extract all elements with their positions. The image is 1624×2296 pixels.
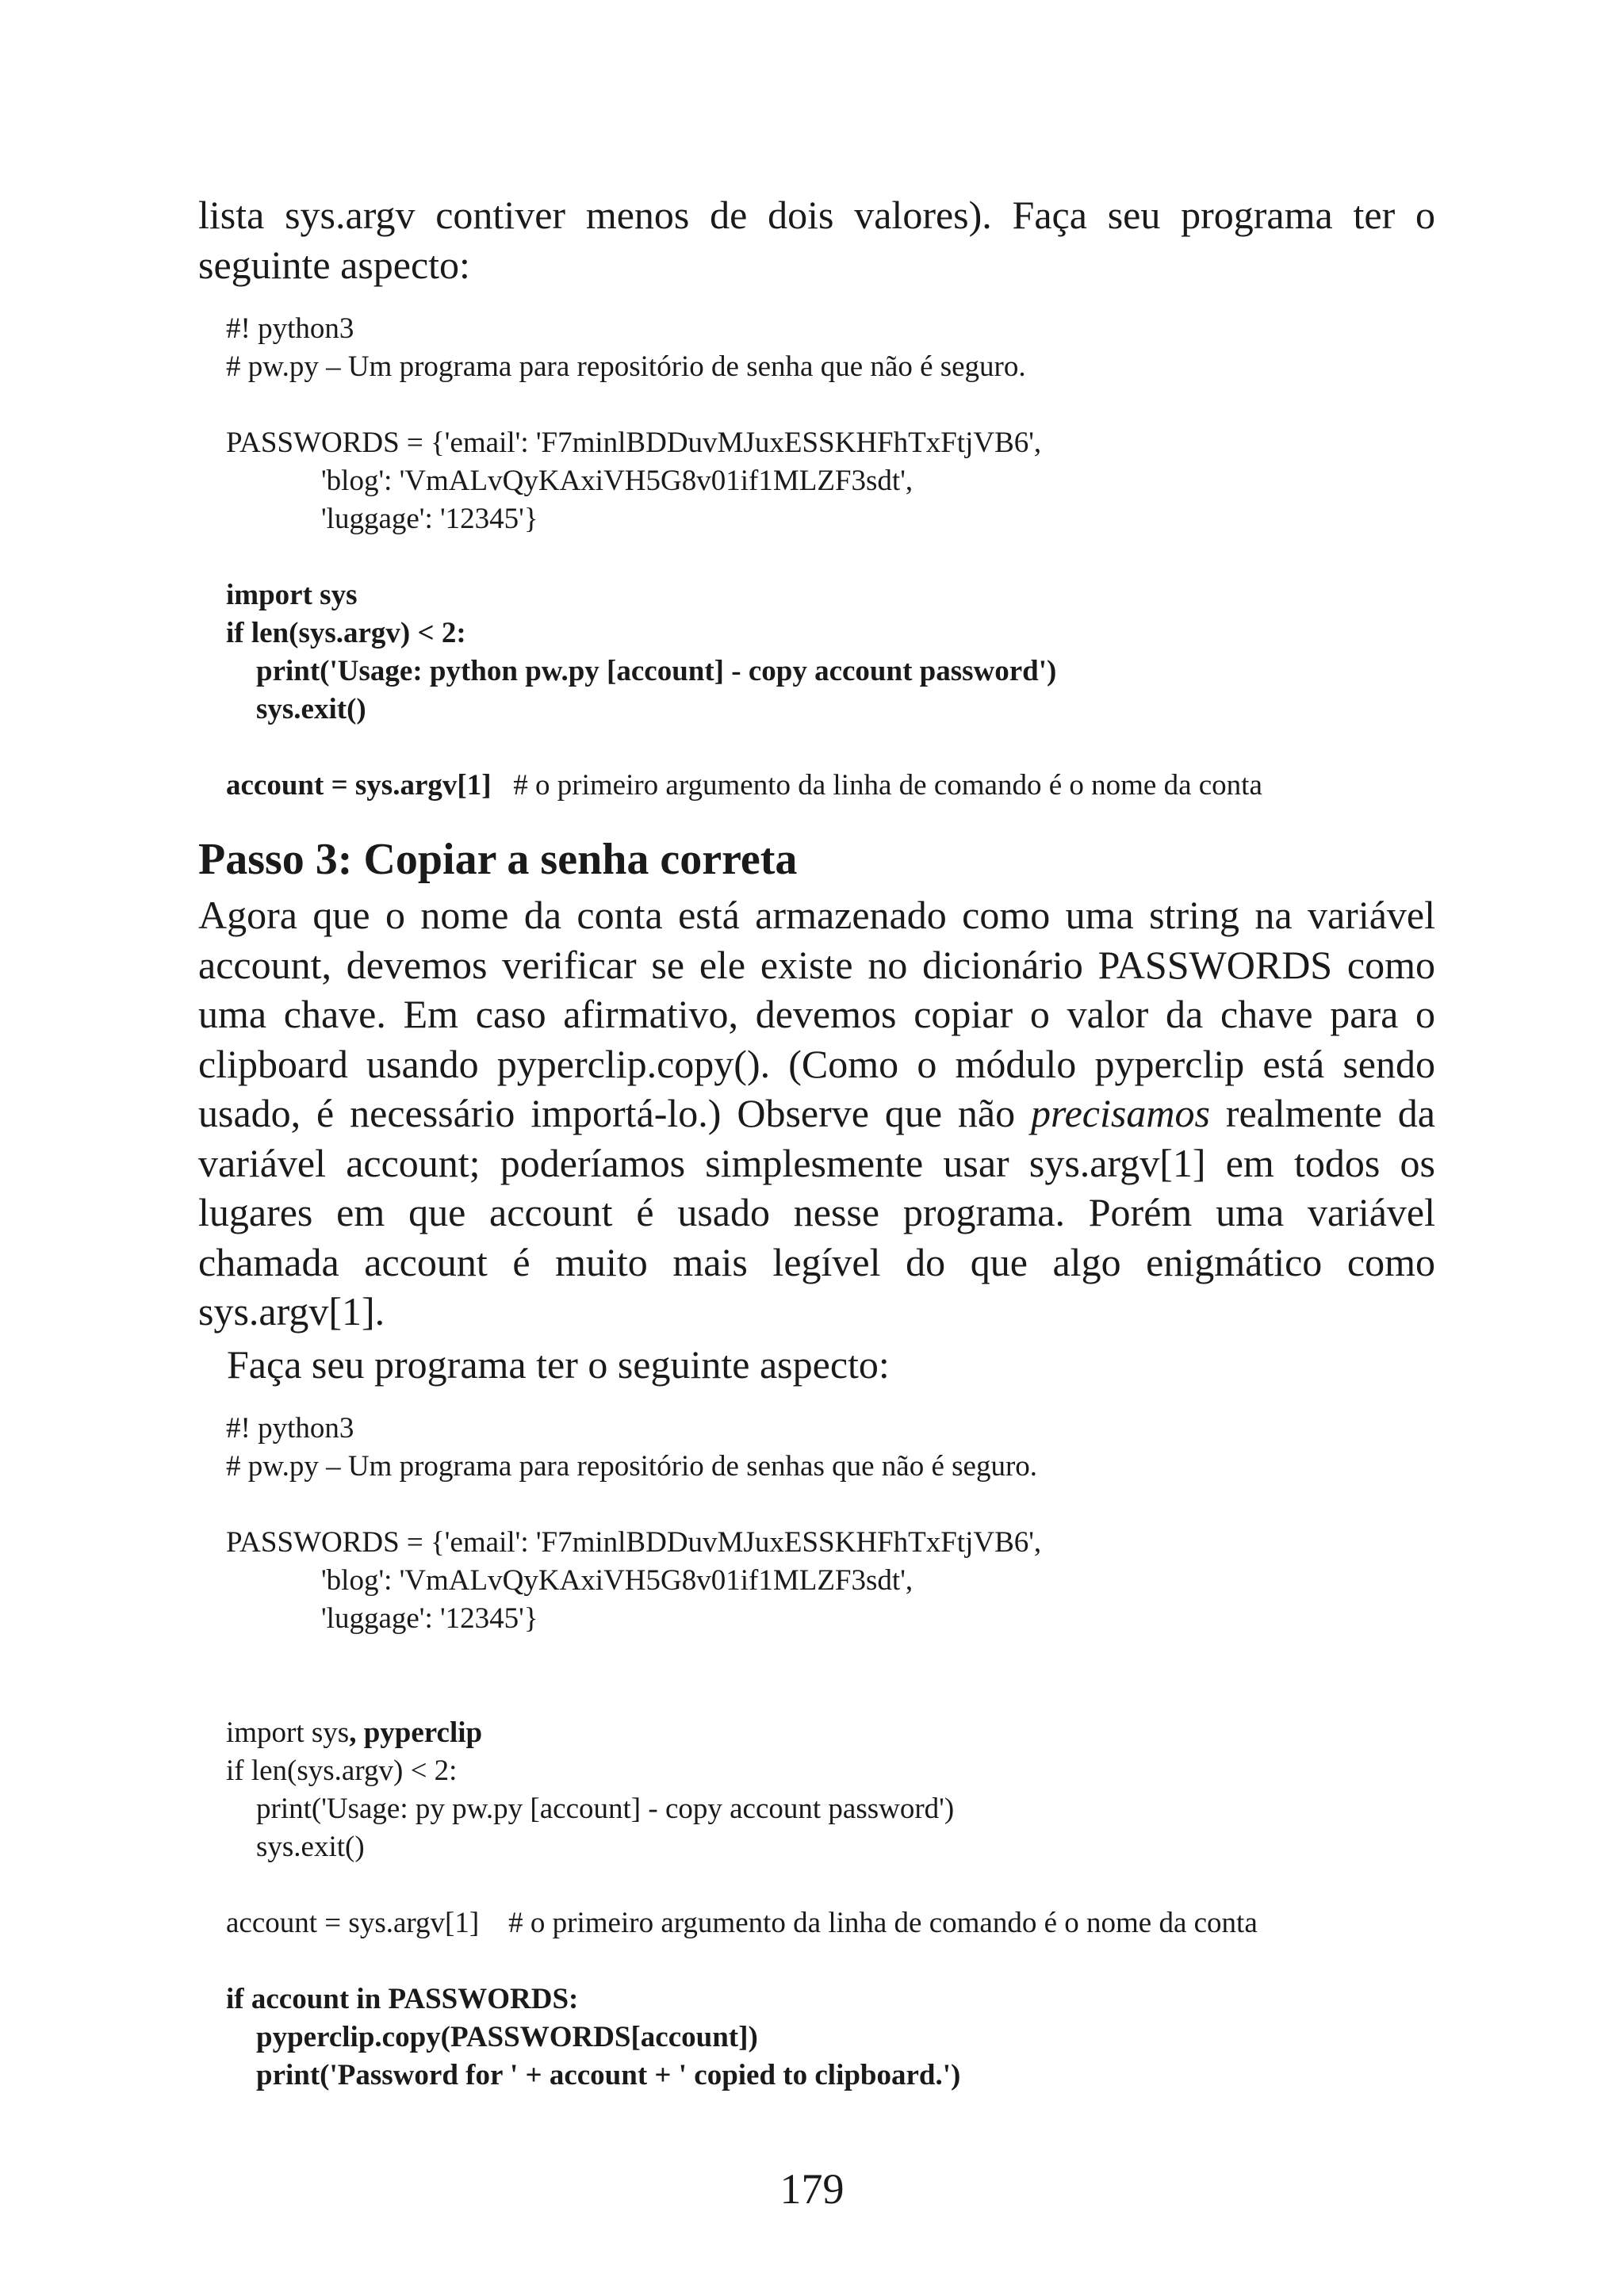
code-line <box>226 691 1435 729</box>
code-line: 'blog': 'VmALvQyKAxiVH5G8v01if1MLZF3sdt', <box>321 465 914 497</box>
page-content <box>198 190 1435 2095</box>
code-line <box>226 614 1435 652</box>
blank-line <box>226 538 1435 576</box>
code-line: 'blog': 'VmALvQyKAxiVH5G8v01if1MLZF3sdt', <box>321 1563 914 1597</box>
code-line: account = sys.argv[1] # o primeiro argumento da linha de comando é o nome da conta <box>226 1906 1258 1939</box>
code-bold: sys.exit() <box>256 693 366 725</box>
code-line: # pw.py – Um programa para repositório de senha que não é seguro. <box>226 350 1026 383</box>
blank-line <box>226 1866 1435 1904</box>
code-line <box>226 2019 1435 2057</box>
code-bold: , pyperclip <box>349 1716 483 1749</box>
code-line: # pw.py – Um programa para repositório de senhas que não é seguro. <box>226 1449 1038 1483</box>
code-line: sys.exit() <box>256 1830 365 1863</box>
body-paragraph-2: Faça seu programa ter o seguinte aspecto: <box>227 1341 890 1387</box>
code-line <box>226 2057 1435 2095</box>
emphasis-text: precisamos <box>1031 1091 1210 1135</box>
code-bold: account = sys.argv[1] <box>226 769 492 802</box>
code-line: PASSWORDS = {'email': 'F7minlBDDuvMJuxESSKHFhTxFtjVB6', <box>226 1525 1042 1559</box>
code-line: 'luggage': '12345'} <box>321 503 538 535</box>
code-text: import sys <box>226 1716 350 1749</box>
intro-paragraph: lista sys.argv contiver menos de dois valores). Faça seu programa ter o seguinte aspecto: <box>198 193 1435 287</box>
code-bold: print('Usage: python pw.py [account] - copy account password') <box>256 655 1057 687</box>
blank-line <box>226 1486 1435 1524</box>
code-line: #! python3 <box>226 1411 354 1445</box>
body-text: realmente da variável account; poderíamos simplesmente usar sys.argv[1] em todos os lugares em que account é usado nesse programa. Porém uma variável chamada account é muito mais legível do que algo enigmático como sys.argv[1]. <box>198 1091 1435 1334</box>
body-paragraph <box>198 890 1435 1337</box>
code-line: PASSWORDS = {'email': 'F7minlBDDuvMJuxESSKHFhTxFtjVB6', <box>226 427 1042 459</box>
blank-line <box>226 729 1435 767</box>
code-line <box>226 576 1435 614</box>
code-block-1 <box>198 310 1435 805</box>
body-text: Agora que o nome da conta está armazenado como uma string na variável account, devemos verificar se ele existe no dicionário PASSWORDS como uma chave. Em caso afirmativo, devemos copiar o valor da chave para o clipboard usando pyperclip.copy(). (Como o módulo pyperclip está sendo usado, é necessário importá-lo.) Observe que não <box>198 893 1435 1135</box>
blank-line <box>226 1638 1435 1676</box>
code-line: #! python3 <box>226 312 354 345</box>
code-line: 'luggage': '12345'} <box>321 1601 538 1635</box>
code-line <box>226 652 1435 691</box>
code-comment: # o primeiro argumento da linha de comando é o nome da conta <box>491 769 1262 802</box>
code-line <box>226 1714 1435 1752</box>
code-bold: if account in PASSWORDS: <box>226 1982 579 2015</box>
blank-line <box>226 386 1435 424</box>
code-line <box>226 1980 1435 2019</box>
code-bold: if len(sys.argv) < 2: <box>226 617 466 649</box>
page-number: 179 <box>779 2165 845 2213</box>
blank-line <box>226 1676 1435 1714</box>
code-bold: pyperclip.copy(PASSWORDS[account]) <box>256 2020 758 2053</box>
blank-line <box>226 1942 1435 1980</box>
code-bold: import sys <box>226 579 358 611</box>
section-heading: Passo 3: Copiar a senha correta <box>198 835 798 884</box>
code-line: print('Usage: py pw.py [account] - copy account password') <box>256 1792 955 1825</box>
code-bold: print('Password for ' + account + ' copied to clipboard.') <box>256 2058 961 2091</box>
code-line: if len(sys.argv) < 2: <box>226 1754 458 1787</box>
code-line <box>226 767 1435 805</box>
code-block-2 <box>198 1410 1435 2095</box>
